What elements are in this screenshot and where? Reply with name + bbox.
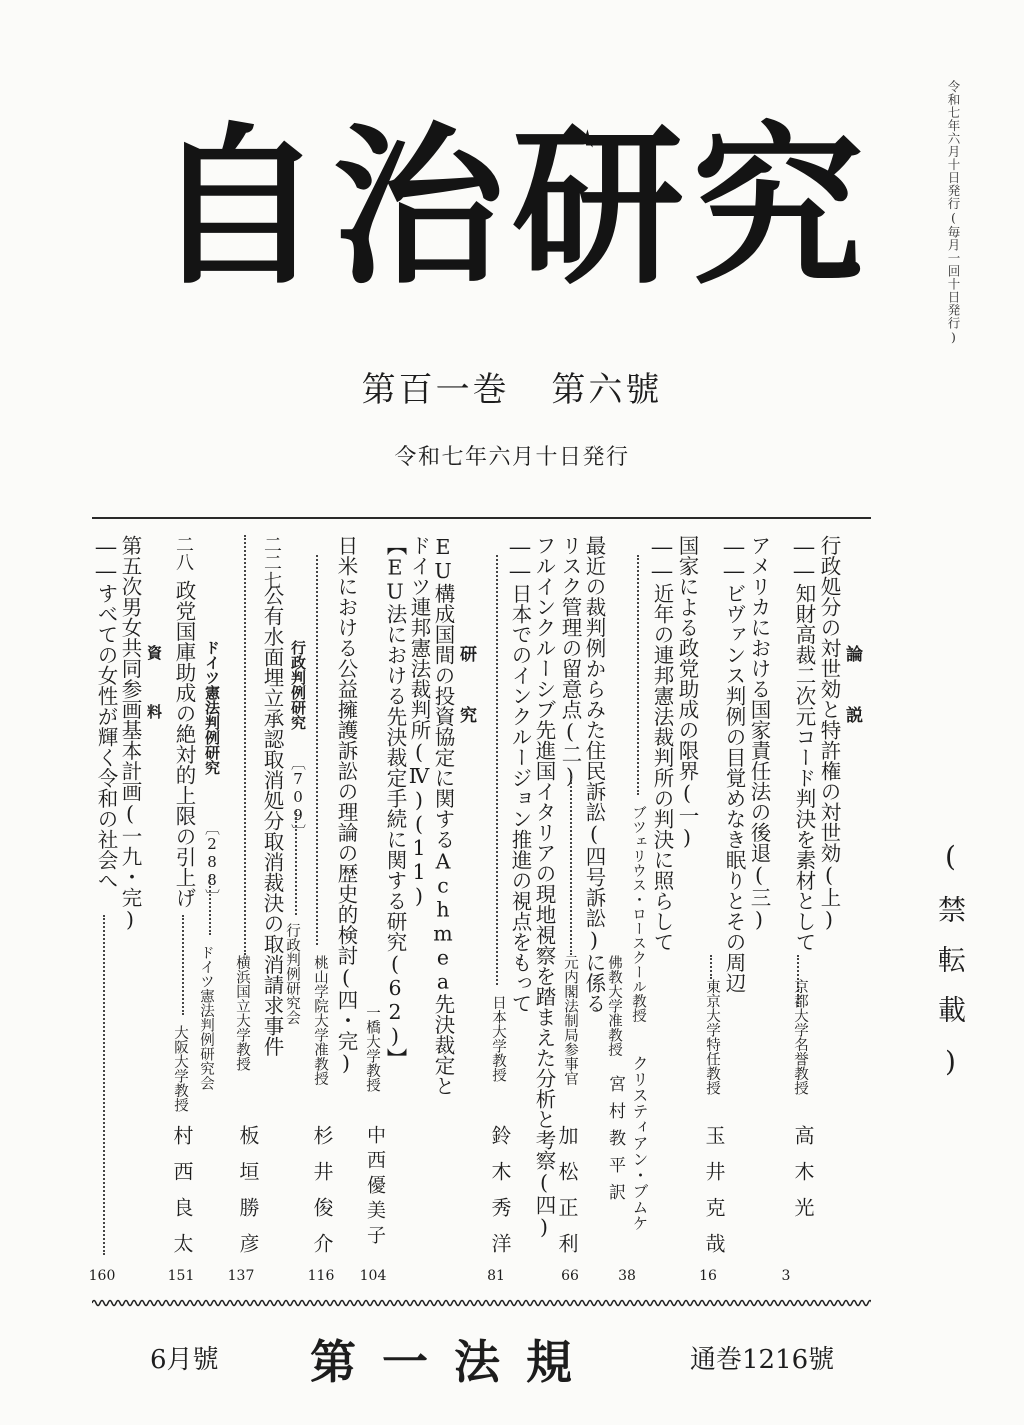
article-8-affiliation: 横浜国立大学教授	[234, 955, 250, 1071]
article-8-group: 行政判例研究会	[284, 923, 300, 1025]
article-3-affiliation: ブツェリウス・ロースクール教授	[630, 805, 646, 1023]
article-1-author: 高木光	[791, 1125, 815, 1233]
article-1-title[interactable]: 行政処分の対世効と特許権の対世効(上)	[817, 535, 841, 932]
article-3-translator: 宮村教平訳	[605, 1075, 625, 1210]
article-8-title[interactable]: 公有水面埋立承認取消処分取消裁決の取消請求事件	[260, 585, 284, 1057]
article-6-page: 104	[359, 1268, 387, 1284]
article-3-affiliation-2: 佛教大学准教授	[606, 955, 622, 1057]
article-6-author: 中西優美子	[364, 1125, 386, 1250]
section-doitsu-kenpo-number: 〔288〕	[203, 820, 221, 904]
article-5-affiliation: 日本大学教授	[490, 995, 506, 1082]
article-6-affiliation: 一橋大学教授	[364, 1005, 380, 1092]
wavy-divider	[92, 1296, 871, 1310]
article-2-author: 玉井克哉	[702, 1125, 726, 1269]
article-1-subtitle: ――知財高裁二次元コード判決を素材として	[792, 535, 816, 952]
article-2-affiliation: 東京大学特任教授	[704, 979, 720, 1095]
gyosei-hanrei-leader	[295, 810, 297, 915]
section-ronsetsu: 論説	[842, 645, 862, 767]
article-10-subtitle: ――すべての女性が輝く令和の社会へ	[94, 535, 118, 891]
article-6-title-3: 【EU法における先決裁定手続に関する研究(62)】	[383, 535, 407, 1069]
article-5-leader	[496, 555, 498, 985]
article-7-author: 杉井俊介	[310, 1125, 334, 1269]
section-gyosei-hanrei-number: 〔709〕	[289, 755, 307, 839]
article-3-author: クリスティアン・ブムケ	[630, 1055, 649, 1231]
article-10-title[interactable]: 第五次男女共同参画基本計画(一九・完)	[118, 535, 142, 932]
article-4-page: 66	[561, 1268, 579, 1284]
article-9-page: 151	[167, 1268, 195, 1284]
footer-publisher: 第一法規	[310, 1335, 598, 1389]
article-5-subtitle: ――日本でのインクルージョン推進の視点をもって	[508, 535, 532, 1014]
article-9-author: 村西良太	[170, 1125, 194, 1269]
article-3-subtitle: ――近年の連邦憲法裁判所の判決に照らして	[650, 535, 674, 952]
article-9-affiliation: 大阪大学教授	[172, 1025, 188, 1112]
article-4-title-2: リスク管理の留意点(二)	[558, 535, 582, 788]
article-3-leader	[637, 555, 639, 795]
article-8-author: 板垣勝彦	[236, 1125, 260, 1269]
article-9-number: 二八	[173, 535, 194, 571]
article-1-page: 3	[781, 1268, 791, 1284]
article-3-title[interactable]: 国家による政党助成の限界(一)	[675, 535, 699, 850]
article-1-affiliation: 京都大学名誉教授	[792, 979, 808, 1095]
article-9-group: ドイツ憲法判例研究会	[198, 945, 214, 1090]
article-2-subtitle: ――ビヴァンス判例の目覚めなき眠りとその周辺	[722, 535, 746, 993]
footer-total-issue: 通巻1216號	[690, 1345, 835, 1375]
issue-label: 第六號	[551, 370, 663, 410]
issue-date: 令和七年六月十日発行	[394, 445, 630, 470]
article-9-leader	[182, 915, 184, 1015]
table-of-contents	[88, 535, 871, 1284]
volume-label: 第百一巻	[361, 370, 510, 410]
article-4-author: 加松正利	[555, 1125, 579, 1269]
article-5-page: 81	[487, 1268, 505, 1284]
article-4-title[interactable]: 最近の裁判例からみた住民訴訟(四号訴訟)に係る	[582, 535, 606, 1014]
no-reprint-notice: (禁転載)	[934, 840, 967, 1100]
article-6-title-2: ドイツ連邦憲法裁判所(Ⅳ)(11)	[407, 535, 431, 908]
article-8-page: 137	[227, 1268, 255, 1284]
article-7-affiliation: 桃山学院大学准教授	[312, 955, 328, 1086]
top-divider	[92, 517, 871, 519]
masthead-title: 自治研究	[152, 105, 872, 308]
article-4-leader	[570, 775, 572, 955]
section-kenkyu: 研究	[456, 645, 476, 767]
footer-month: 6月號	[150, 1345, 219, 1375]
article-7-page: 116	[307, 1268, 335, 1284]
article-9-title[interactable]: 政党国庫助成の絶対的上限の引上げ	[172, 580, 196, 908]
article-3-page: 38	[618, 1268, 636, 1284]
section-gyosei-hanrei: 行政判例研究	[289, 640, 307, 730]
doitsu-kenpo-leader	[209, 875, 211, 935]
article-10-leader	[103, 915, 105, 1255]
volume-issue	[0, 362, 1024, 411]
article-2-title[interactable]: アメリカにおける国家責任法の後退(三)	[747, 535, 771, 932]
article-5-author: 鈴木秀洋	[488, 1125, 512, 1269]
section-doitsu-kenpo: ドイツ憲法判例研究	[203, 640, 221, 775]
article-7-title[interactable]: 日米における公益擁護訴訟の理論の歴史的検討(四・完)	[334, 535, 358, 1075]
article-8-number: 二二七	[261, 535, 282, 589]
section-shiryo: 資料	[145, 645, 163, 763]
article-8-leader	[244, 535, 246, 955]
publication-note: 令和七年六月十日発行(毎月一回十日発行)	[946, 80, 961, 345]
article-6-title[interactable]: EU構成国間の投資協定に関するAchmea先決裁定と	[431, 535, 455, 1096]
article-10-page: 160	[88, 1268, 116, 1284]
article-2-leader	[710, 955, 712, 979]
article-2-page: 16	[699, 1268, 717, 1284]
article-5-title[interactable]: フルインクルーシブ先進国イタリアの現地視察を踏まえた分析と考察(四)	[532, 535, 556, 1239]
article-4-affiliation: 元内閣法制局参事官	[562, 955, 578, 1086]
article-7-leader	[316, 555, 318, 945]
